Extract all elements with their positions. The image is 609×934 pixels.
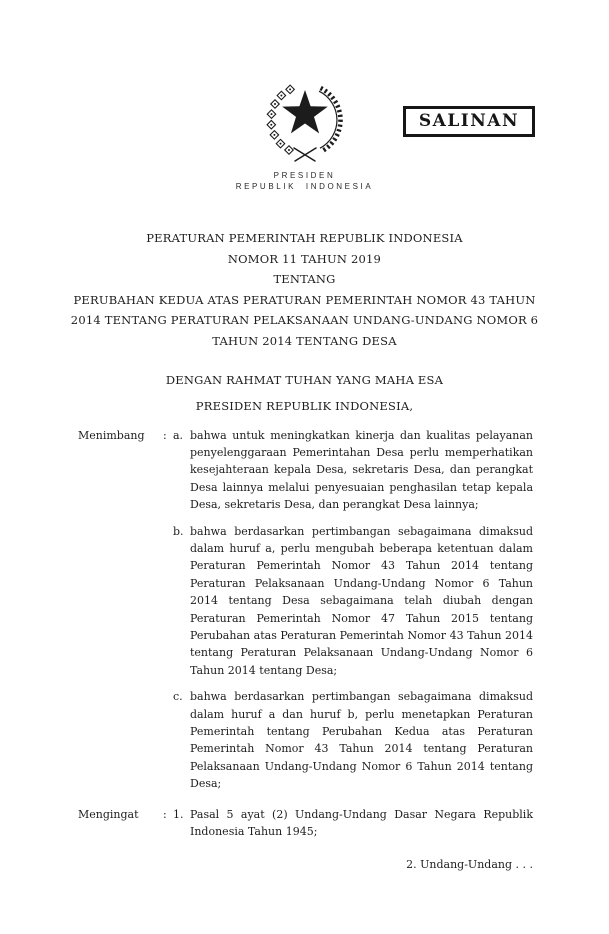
considering-label: Menimbang <box>78 428 145 442</box>
item-marker: 1. <box>173 807 184 821</box>
item-text: bahwa berdasarkan pertimbangan sebagaimana dimaksud dalam huruf a dan huruf b, perlu menetapkan Peraturan Pemerintah tentang Perubahan Kedua atas Peraturan Pemerintah Nomor 43 Tahun 2014 tentang Peraturan Pelaksanaan Undang-Undang Nomor 6 Tahun 2014 tentang Desa; <box>190 690 533 791</box>
considering-items <box>173 427 533 793</box>
considering-colon: : <box>163 428 167 442</box>
citing-item-1 <box>173 806 533 841</box>
title-line-4: PERUBAHAN KEDUA ATAS PERATURAN PEMERINTAH NOMOR 43 TAHUN <box>73 292 536 307</box>
title-line-3: TENTANG <box>273 272 336 287</box>
item-text: Pasal 5 ayat (2) Undang-Undang Dasar Negara Republik Indonesia Tahun 1945; <box>190 807 533 839</box>
item-text: bahwa berdasarkan pertimbangan sebagaimana dimaksud dalam huruf a, perlu mengubah beberapa ketentuan dalam Peraturan Pemerintah Nomor 43 Tahun 2014 tentang Peraturan Pelaksanaan Undang-Undang Nomor 6 Tahun 2014 tentang Desa sebagaimana telah diubah dengan Peraturan Pemerintah Nomor 47 Tahun 2015 tentang Perubahan atas Peraturan Pemerintah Nomor 43 Tahun 2014 tentang Peraturan Pelaksanaan Undang-Undang Nomor 6 Tahun 2014 tentang Desa; <box>190 524 533 677</box>
masthead <box>0 0 609 192</box>
citing-items <box>173 806 533 841</box>
salinan-stamp <box>403 106 535 137</box>
citing-colon: : <box>163 807 167 821</box>
considering-item-b <box>173 523 533 680</box>
citing-label: Mengingat <box>78 807 139 821</box>
item-marker: c. <box>173 690 183 704</box>
item-marker: b. <box>173 524 184 538</box>
title-line-1: PERATURAN PEMERINTAH REPUBLIK INDONESIA <box>146 231 463 245</box>
clauses-section <box>0 427 609 841</box>
considering-item-c <box>173 688 533 792</box>
letterhead <box>0 170 609 192</box>
regulation-title <box>0 228 609 352</box>
title-line-2: NOMOR 11 TAHUN 2019 <box>227 251 382 266</box>
letterhead-republik-indonesia: REPUBLIK INDONESIA <box>235 182 374 191</box>
item-marker: a. <box>173 428 184 442</box>
presidential-seal-icon <box>255 76 355 164</box>
salutation-line: PRESIDEN REPUBLIK INDONESIA, <box>195 398 414 413</box>
salinan-stamp-label: SALINAN <box>418 111 519 131</box>
title-line-6: TAHUN 2014 TENTANG DESA <box>212 333 397 348</box>
considering-item-a <box>173 427 533 514</box>
letterhead-presiden: PRESIDEN <box>273 171 336 180</box>
page-catchword: 2. Undang-Undang . . . <box>406 857 533 871</box>
title-line-5: 2014 TENTANG PERATURAN PELAKSANAAN UNDANG-UNDANG NOMOR 6 <box>70 313 539 328</box>
considering-clause <box>78 427 533 793</box>
citing-clause <box>78 806 533 841</box>
invocation-line: DENGAN RAHMAT TUHAN YANG MAHA ESA <box>165 372 444 387</box>
item-text: bahwa untuk meningkatkan kinerja dan kualitas pelayanan penyelenggaraan Pemerintahan Desa perlu memperhatikan kesejahteraan kepala Desa, sekretaris Desa, dan perangkat Desa lainnya melalui penyesuaian penghasilan tetap kepala Desa, sekretaris Desa, dan perangkat Desa lainnya; <box>190 428 533 512</box>
